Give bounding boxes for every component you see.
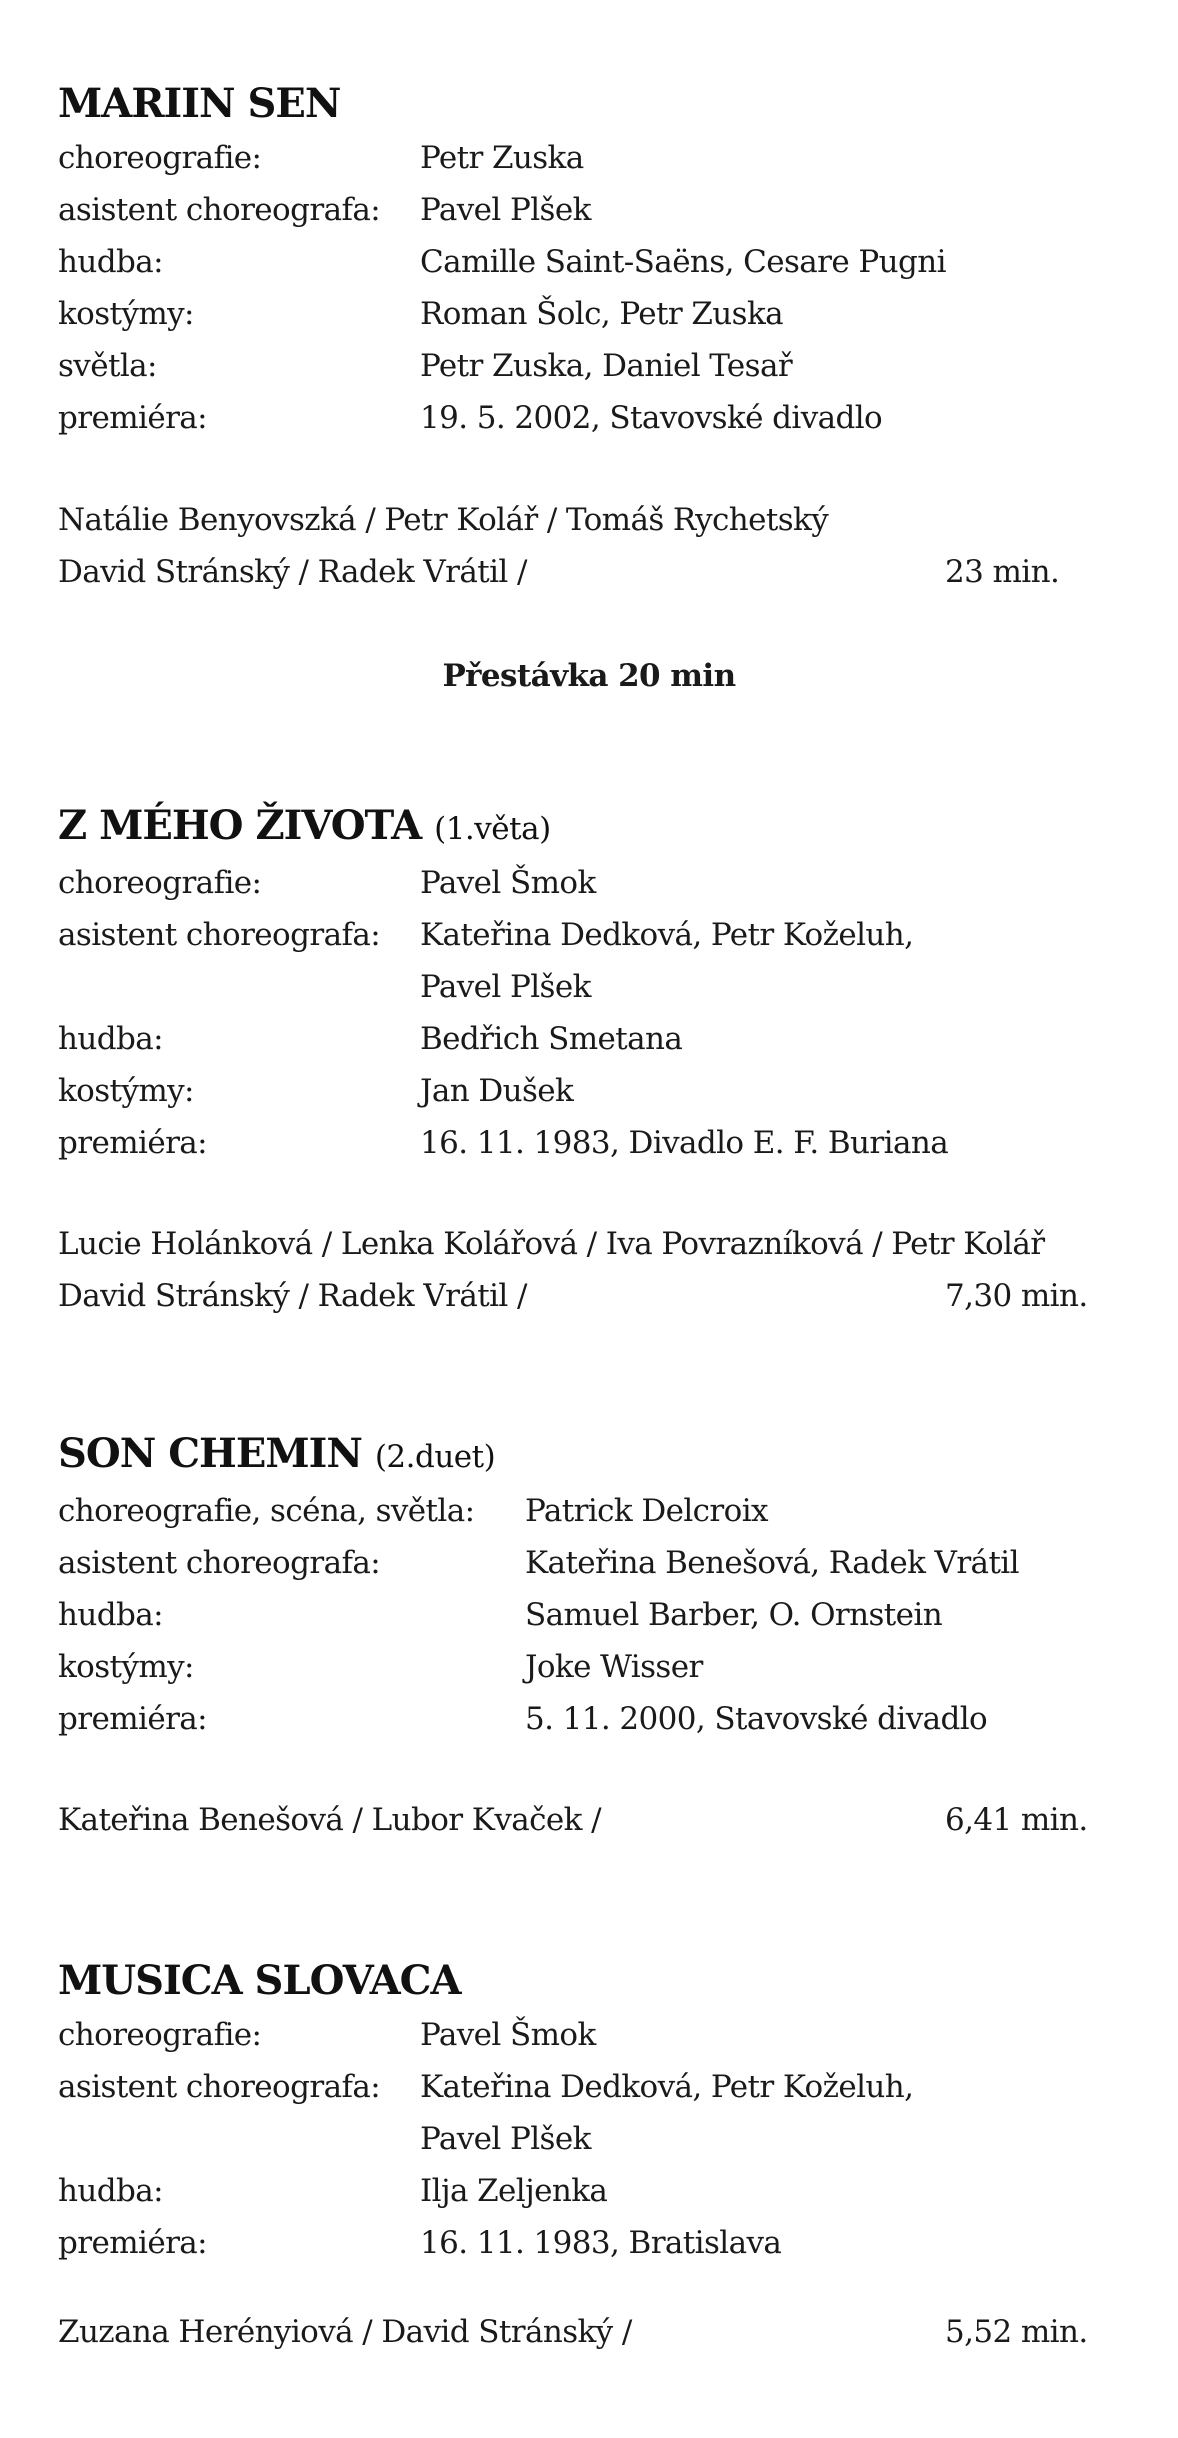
intermission: Přestávka 20 min	[442, 658, 736, 694]
credit-label: choreografie, scéna, světla:	[58, 1493, 475, 1529]
credit-value: Pavel Plšek	[420, 969, 591, 1005]
credit-label: premiéra:	[58, 2225, 208, 2261]
credit-value: 16. 11. 1983, Bratislava	[420, 2225, 782, 2261]
cast-line	[58, 546, 1138, 598]
credit-value: Samuel Barber, O. Ornstein	[525, 1597, 943, 1633]
credit-value: Kateřina Benešová, Radek Vrátil	[525, 1545, 1019, 1581]
piece-title	[58, 78, 1138, 130]
credit-row	[58, 1693, 1138, 1745]
credit-value: Pavel Plšek	[420, 2121, 591, 2157]
credit-label: choreografie:	[58, 2017, 262, 2053]
credit-value: Petr Zuska	[420, 140, 584, 176]
credit-value: Petr Zuska, Daniel Tesař	[420, 348, 793, 384]
credit-label: světla:	[58, 348, 157, 384]
credit-label: hudba:	[58, 2173, 163, 2209]
credit-label: asistent choreografa:	[58, 192, 381, 228]
credit-row	[58, 2061, 1138, 2165]
piece-title	[58, 1955, 1138, 2007]
credit-row	[58, 909, 1138, 1013]
cast-list	[58, 494, 1138, 598]
credit-value: Pavel Šmok	[420, 865, 596, 901]
credit-label: asistent choreografa:	[58, 1545, 381, 1581]
credit-value: Ilja Zeljenka	[420, 2173, 608, 2209]
credit-label: asistent choreografa:	[58, 917, 381, 953]
piece-title-text: Z MÉHO ŽIVOTA	[58, 802, 422, 849]
credit-label: kostýmy:	[58, 1649, 194, 1685]
cast-names: Lucie Holánková / Lenka Kolářová / Iva Povrazníková / Petr Kolář	[58, 1226, 1045, 1262]
credit-label: choreografie:	[58, 865, 262, 901]
piece-title	[58, 1428, 1138, 1483]
cast-line	[58, 494, 1138, 546]
piece-subtitle: (2.duet)	[374, 1439, 496, 1475]
duration: 5,52 min.	[945, 2314, 1088, 2350]
credit-row	[58, 1641, 1138, 1693]
duration: 7,30 min.	[945, 1278, 1088, 1314]
credit-value: Patrick Delcroix	[525, 1493, 768, 1529]
duration: 23 min.	[945, 554, 1060, 590]
credit-row	[58, 2217, 1138, 2269]
credit-row	[58, 1065, 1138, 1117]
credit-row	[58, 236, 1138, 288]
credit-row	[58, 857, 1138, 909]
credit-label: hudba:	[58, 1597, 163, 1633]
piece-title-text: SON CHEMIN	[58, 1430, 362, 1477]
piece-title-text: MARIIN SEN	[58, 80, 341, 127]
cast-list	[58, 2306, 1138, 2358]
credit-value: 5. 11. 2000, Stavovské divadlo	[525, 1701, 988, 1737]
credit-value: 16. 11. 1983, Divadlo E. F. Buriana	[420, 1125, 949, 1161]
credit-row	[58, 1013, 1138, 1065]
credit-row	[58, 1537, 1138, 1589]
credit-row	[58, 1589, 1138, 1641]
cast-list	[58, 1794, 1138, 1846]
credit-row	[58, 288, 1138, 340]
piece-son-chemin	[58, 1428, 1138, 1745]
credit-value: Bedřich Smetana	[420, 1021, 683, 1057]
credit-row	[58, 184, 1138, 236]
piece-title-text: MUSICA SLOVACA	[58, 1957, 461, 2004]
piece-z-meho-zivota	[58, 800, 1138, 1169]
credit-label: choreografie:	[58, 140, 262, 176]
cast-names: Natálie Benyovszká / Petr Kolář / Tomáš Rychetský	[58, 502, 829, 538]
duration: 6,41 min.	[945, 1802, 1088, 1838]
credit-label: premiéra:	[58, 1701, 208, 1737]
cast-names: Zuzana Herényiová / David Stránský /	[58, 2314, 632, 2350]
credit-label: hudba:	[58, 1021, 163, 1057]
credit-label: premiéra:	[58, 1125, 208, 1161]
credit-value: Pavel Plšek	[420, 192, 591, 228]
cast-line	[58, 2306, 1138, 2358]
credit-row	[58, 392, 1138, 444]
credit-value: Camille Saint-Saëns, Cesare Pugni	[420, 244, 946, 280]
cast-line	[58, 1270, 1138, 1322]
cast-names: David Stránský / Radek Vrátil /	[58, 1278, 527, 1314]
credit-label: kostýmy:	[58, 1073, 194, 1109]
credit-row	[58, 132, 1138, 184]
credit-label: hudba:	[58, 244, 163, 280]
credit-value: Roman Šolc, Petr Zuska	[420, 296, 784, 332]
credit-value: Jan Dušek	[420, 1073, 574, 1109]
piece-title	[58, 800, 1138, 855]
credit-value: Kateřina Dedková, Petr Koželuh,	[420, 2069, 914, 2105]
cast-line	[58, 1218, 1138, 1270]
credit-row	[58, 2009, 1138, 2061]
credit-value: Joke Wisser	[525, 1649, 703, 1685]
cast-names: Kateřina Benešová / Lubor Kvaček /	[58, 1802, 601, 1838]
cast-names: David Stránský / Radek Vrátil /	[58, 554, 527, 590]
credit-value: Kateřina Dedková, Petr Koželuh,	[420, 917, 914, 953]
credit-label: kostýmy:	[58, 296, 194, 332]
credit-row	[58, 2165, 1138, 2217]
credit-row	[58, 340, 1138, 392]
cast-list	[58, 1218, 1138, 1322]
credit-label: asistent choreografa:	[58, 2069, 381, 2105]
piece-subtitle: (1.věta)	[434, 811, 551, 847]
cast-line	[58, 1794, 1138, 1846]
credit-label: premiéra:	[58, 400, 208, 436]
piece-mariin-sen	[58, 78, 1138, 444]
piece-musica-slovaca	[58, 1955, 1138, 2269]
credit-value: Pavel Šmok	[420, 2017, 596, 2053]
credit-row	[58, 1117, 1138, 1169]
credit-value: 19. 5. 2002, Stavovské divadlo	[420, 400, 883, 436]
credit-row	[58, 1485, 1138, 1537]
